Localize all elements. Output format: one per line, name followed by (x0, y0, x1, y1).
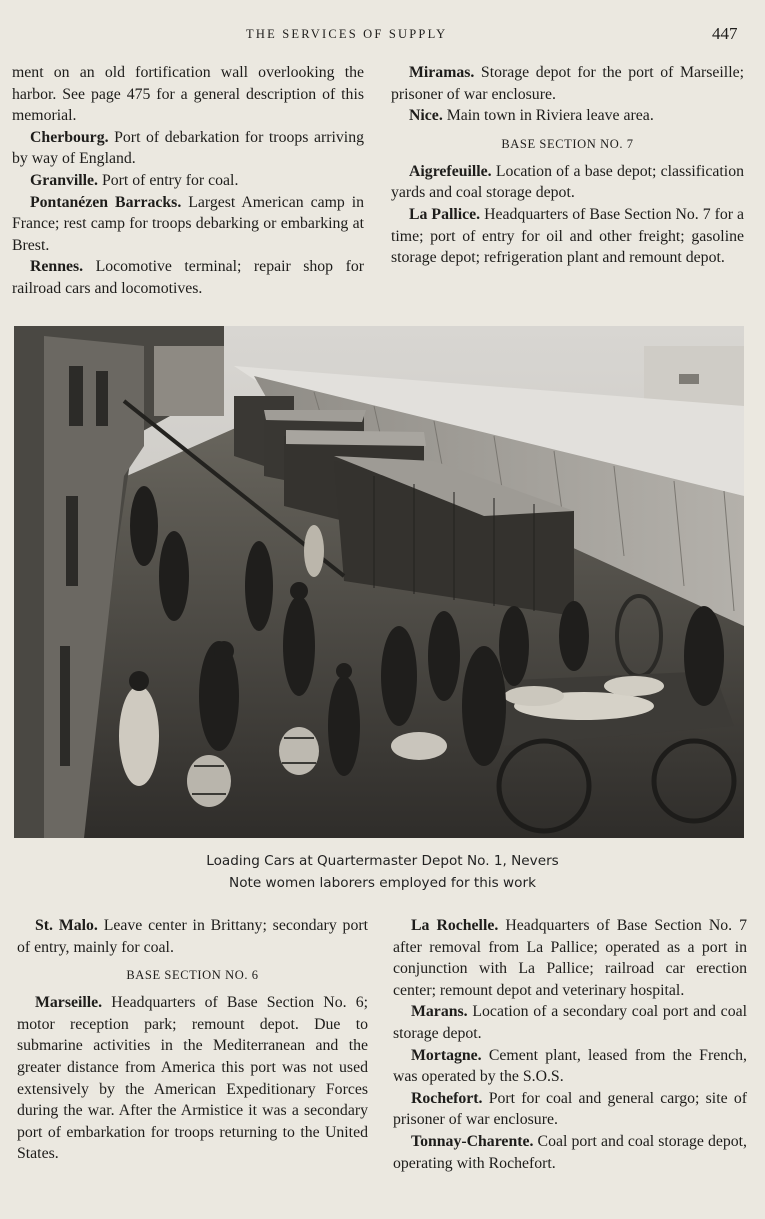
photo-loading-cars (14, 326, 744, 838)
entry-name: Marans. (411, 1003, 468, 1021)
entry-text: Main town in Riviera leave area. (442, 107, 654, 125)
entry-text: Headquarters of Base Section No. 6; motor reception park; remount depot. Due to submarine activities in the Mediterranean and the greater distance from America this port was not used extensively by the American Expeditionary Forces during the war. After the Armistice it was a secondary port of embarkation for troops returning to the United States. (17, 994, 368, 1163)
bottom-right-column (393, 915, 747, 1174)
entry-text: Location of a base depot; classification yards and coal storage depot. (391, 162, 744, 202)
continued-paragraph: ment on an old fortification wall overlooking the harbor. See page 475 for a general description of this memorial. (12, 64, 364, 125)
entry-name: Nice. (409, 107, 443, 125)
photo-caption-title: Loading Cars at Quartermaster Depot No. 1, Nevers (206, 853, 559, 869)
photo-caption-note: Note women laborers employed for this work (229, 875, 536, 891)
entry-marseille (17, 992, 368, 1165)
entry-tonnay-charente (393, 1131, 747, 1174)
entry-name: Granville. (30, 171, 99, 189)
entry-name: Rochefort. (411, 1089, 483, 1107)
entry-miramas (391, 62, 744, 105)
section-heading-base-6: BASE SECTION NO. 6 (126, 968, 259, 983)
entry-la-pallice (391, 204, 744, 269)
entry-name: Rennes. (30, 258, 84, 276)
entry-name: La Rochelle. (411, 917, 499, 934)
entry-text: Headquarters of Base Section No. 7 after removal from La Pallice; operated as a port in conjunction with La Pallice; railroad car erection center; remount depot and veterinary hospital. (393, 917, 747, 999)
entry-granville (12, 170, 364, 192)
entry-text: Largest American camp in France; rest camp for troops debarking or embarking at Brest. (12, 193, 364, 254)
entry-text: Storage depot for the port of Marseille; prisoner of war enclosure. (391, 64, 744, 103)
photo-illustration (14, 326, 744, 838)
entry-aigrefeuille (391, 161, 744, 204)
entry-text: Headquarters of Base Section No. 7 for a time; port of entry for oil and other freight; gasoline storage depot; refrigeration plant and remount depot. (391, 205, 744, 267)
entry-la-rochelle (393, 915, 747, 1001)
entry-name: Mortagne. (411, 1046, 482, 1064)
entry-text: Leave center in Brittany; secondary port of entry, mainly for coal. (17, 917, 368, 956)
entry-name: Aigrefeuille. (409, 162, 492, 180)
entry-name: Miramas. (409, 64, 475, 81)
entry-name: Cherbourg. (30, 128, 109, 146)
section-heading-base-7: BASE SECTION NO. 7 (501, 136, 634, 151)
entry-pontanezen (12, 192, 364, 257)
entry-text: Port of entry for coal. (98, 171, 239, 189)
entry-st-malo (17, 915, 368, 958)
entry-name: La Pallice. (409, 205, 481, 223)
entry-text: Cement plant, leased from the French, was operated by the S.O.S. (393, 1046, 747, 1086)
entry-text: Location of a secondary coal port and coal storage depot. (393, 1003, 747, 1042)
entry-rennes (12, 256, 364, 299)
entry-text: Locomotive terminal; repair shop for railroad cars and locomotives. (12, 258, 364, 297)
entry-name: St. Malo. (35, 917, 98, 934)
running-head (0, 24, 765, 46)
entry-cherbourg (12, 127, 364, 170)
page-number: 447 (712, 24, 738, 43)
entry-text: Coal port and coal storage depot, operating with Rochefort. (393, 1132, 747, 1172)
entry-marans (393, 1001, 747, 1044)
entry-rochefort (393, 1088, 747, 1131)
top-left-column (12, 62, 364, 300)
top-right-column (391, 62, 744, 269)
running-title: THE SERVICES OF SUPPLY (246, 27, 448, 41)
bottom-left-column (17, 915, 368, 1165)
entry-name: Tonnay-Charente. (411, 1132, 534, 1150)
entry-name: Marseille. (35, 994, 103, 1012)
entry-text: Port of debarkation for troops arriving by way of England. (12, 128, 364, 168)
entry-mortagne (393, 1045, 747, 1088)
entry-name: Pontanézen Barracks. (30, 193, 182, 211)
entry-nice (391, 105, 744, 127)
entry-text: Port for coal and general cargo; site of prisoner of war enclosure. (393, 1089, 747, 1129)
